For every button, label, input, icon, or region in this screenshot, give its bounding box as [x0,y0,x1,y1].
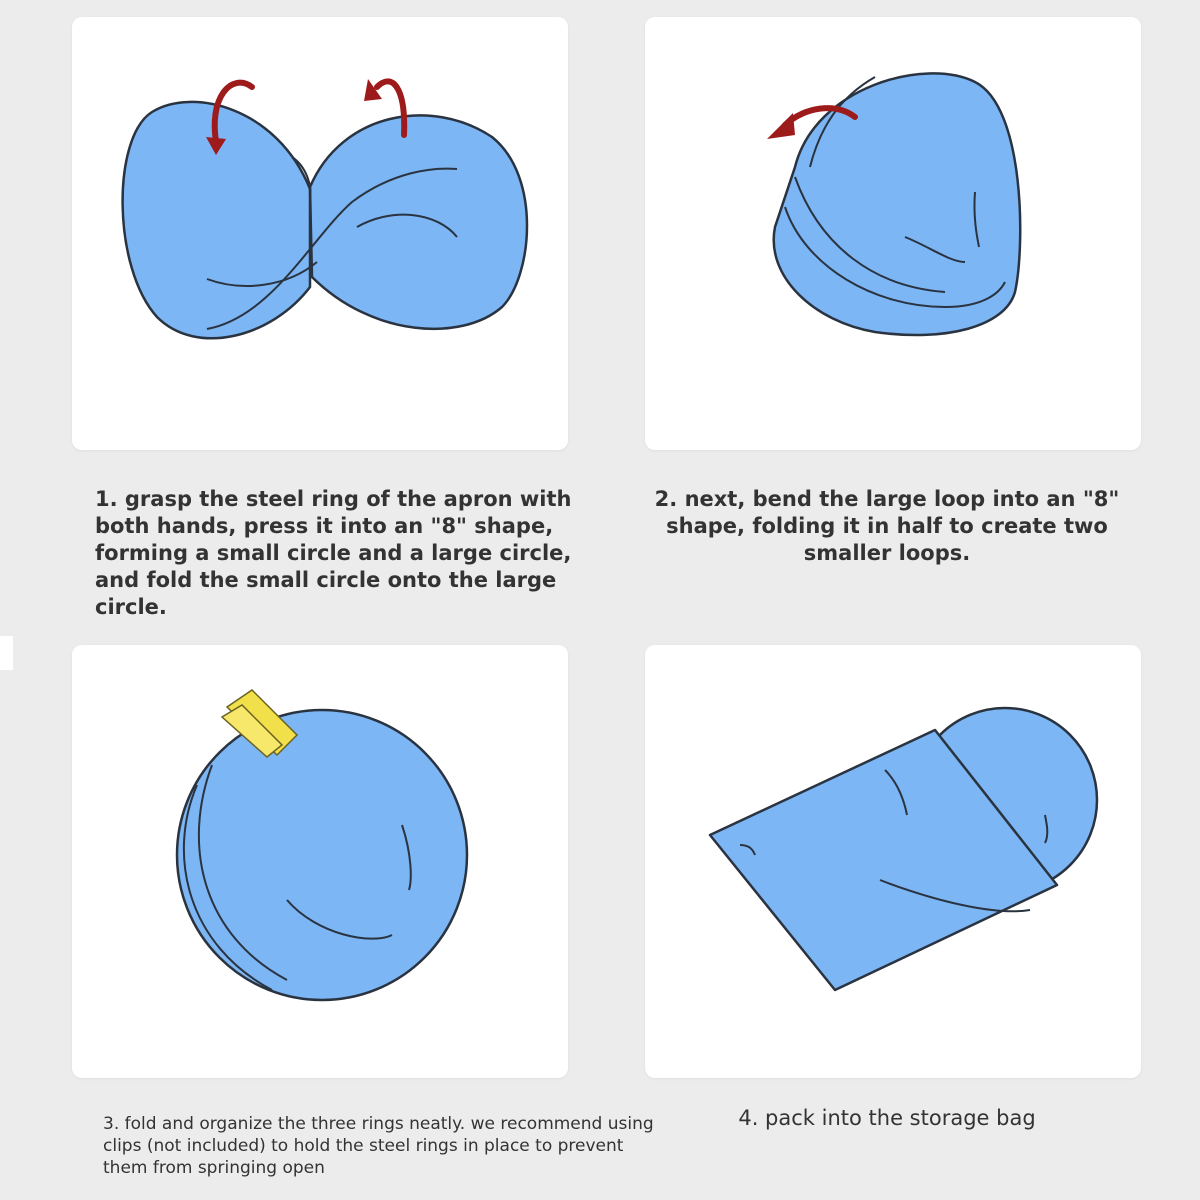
folded-loop-illustration [645,17,1141,450]
storage-bag-illustration [645,645,1141,1078]
step-2-illustration-card [645,17,1141,450]
step-3-illustration-card [72,645,568,1078]
step-1-caption: 1. grasp the steel ring of the apron with both hands, press it into an "8" shape, forming a small circle and a large circle, and fold the small circle onto the large circle. [95,487,572,619]
figure-eight-illustration [72,17,568,450]
step-1-illustration-card [72,17,568,450]
right-loop [310,115,527,328]
step-2-caption: 2. next, bend the large loop into an "8" shape, folding it in half to create two smaller loops. [654,487,1120,565]
coiled-rings-illustration [72,645,568,1078]
step-3-caption: 3. fold and organize the three rings neatly. we recommend using clips (not included) to hold the steel rings in place to prevent them from springing open [103,1114,654,1178]
step-4-illustration-card [645,645,1141,1078]
step-4-caption: 4. pack into the storage bag [738,1106,1036,1130]
edge-mark [0,636,13,670]
